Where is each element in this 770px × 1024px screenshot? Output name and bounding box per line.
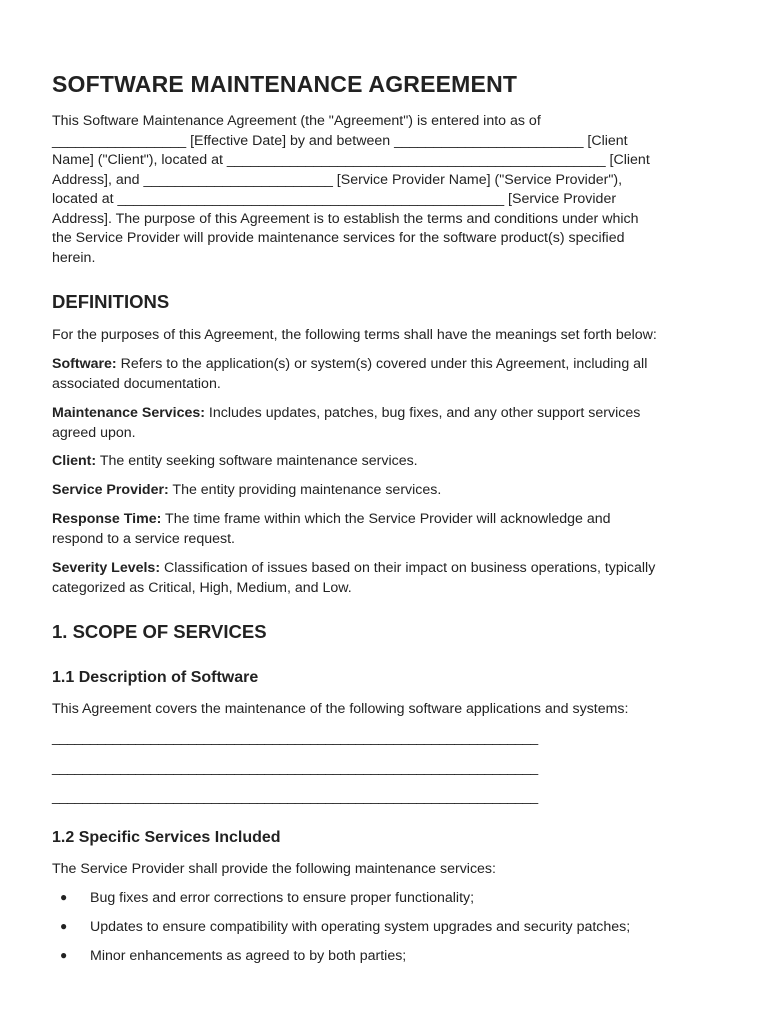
software-blank-line[interactable]: ________________________________________________________________ (52, 760, 538, 776)
definition-maintenance-services (52, 404, 722, 443)
definition-line: associated documentation. (52, 375, 221, 392)
description-lead-text: This Agreement covers the maintenance of the following software applications and systems: (52, 701, 629, 717)
definition-software (52, 355, 722, 394)
definition-line (52, 404, 722, 424)
definition-line: respond to a service request. (52, 530, 235, 547)
intro-paragraph (52, 112, 722, 268)
definitions-lead-text: For the purposes of this Agreement, the following terms shall have the meanings set forth below: (52, 327, 657, 343)
description-lead (52, 700, 722, 720)
definitions-lead (52, 326, 722, 346)
bullet-text: Bug fixes and error corrections to ensure proper functionality; (90, 890, 475, 906)
definition-term: Service Provider: (52, 482, 169, 498)
definition-line (52, 481, 722, 501)
scope-heading: 1. SCOPE OF SERVICES (52, 621, 267, 642)
definition-severity-levels (52, 559, 722, 598)
document-title: SOFTWARE MAINTENANCE AGREEMENT (52, 71, 518, 97)
bullet-icon: ● (60, 919, 68, 933)
definitions-heading: DEFINITIONS (52, 291, 170, 312)
intro-line: Name] ("Client"), located at ________________________________________________ [Client (52, 152, 650, 168)
intro-line: herein. (52, 249, 96, 266)
intro-line: _________________ [Effective Date] by and between ________________________ [Client (52, 132, 628, 149)
specific-services-heading: 1.2 Specific Services Included (52, 829, 281, 846)
intro-line: Address], and ________________________ [Service Provider Name] ("Service Provider"), (52, 171, 623, 188)
intro-line: the Service Provider will provide maintenance services for the software product(s) specified (52, 230, 625, 246)
intro-line: This Software Maintenance Agreement (the "Agreement") is entered into as of (52, 113, 541, 129)
definition-term: Client: (52, 453, 97, 469)
definition-line (52, 510, 722, 530)
bullet-icon: ● (60, 948, 68, 962)
definition-client (52, 452, 722, 472)
definition-text: Classification of issues based on their impact on business operations, typically (160, 560, 656, 576)
definition-service-provider (52, 481, 722, 501)
software-blank-line[interactable]: ________________________________________________________________ (52, 730, 538, 746)
services-lead-text: The Service Provider shall provide the following maintenance services: (52, 861, 496, 877)
definition-text: The time frame within which the Service Provider will acknowledge and (161, 511, 611, 527)
definition-text: Refers to the application(s) or system(s) covered under this Agreement, including all (116, 356, 648, 372)
definition-text: The entity seeking software maintenance services. (96, 453, 418, 469)
definition-line: categorized as Critical, High, Medium, and Low. (52, 579, 352, 596)
description-of-software-heading: 1.1 Description of Software (52, 669, 259, 686)
bullet-icon: ● (60, 890, 68, 904)
definition-text: The entity providing maintenance services. (168, 482, 442, 498)
services-lead (52, 860, 722, 880)
intro-line: located at _________________________________________________ [Service Provider (52, 191, 617, 207)
bullet-text: Updates to ensure compatibility with operating system upgrades and security patches; (90, 919, 631, 935)
definition-line (52, 559, 722, 579)
definition-term: Software: (52, 356, 117, 372)
definition-term: Severity Levels: (52, 560, 161, 576)
definition-term: Response Time: (52, 511, 162, 527)
definition-line (52, 452, 722, 472)
definition-line (52, 355, 722, 375)
definition-line: agreed upon. (52, 424, 136, 441)
bullet-text: Minor enhancements as agreed to by both parties; (90, 948, 407, 964)
software-blank-line[interactable]: ________________________________________________________________ (52, 789, 538, 805)
definition-response-time (52, 510, 722, 549)
definition-term: Maintenance Services: (52, 405, 205, 421)
intro-line: Address]. The purpose of this Agreement is to establish the terms and conditions under which (52, 210, 639, 227)
definition-text: Includes updates, patches, bug fixes, and any other support services (204, 405, 641, 421)
